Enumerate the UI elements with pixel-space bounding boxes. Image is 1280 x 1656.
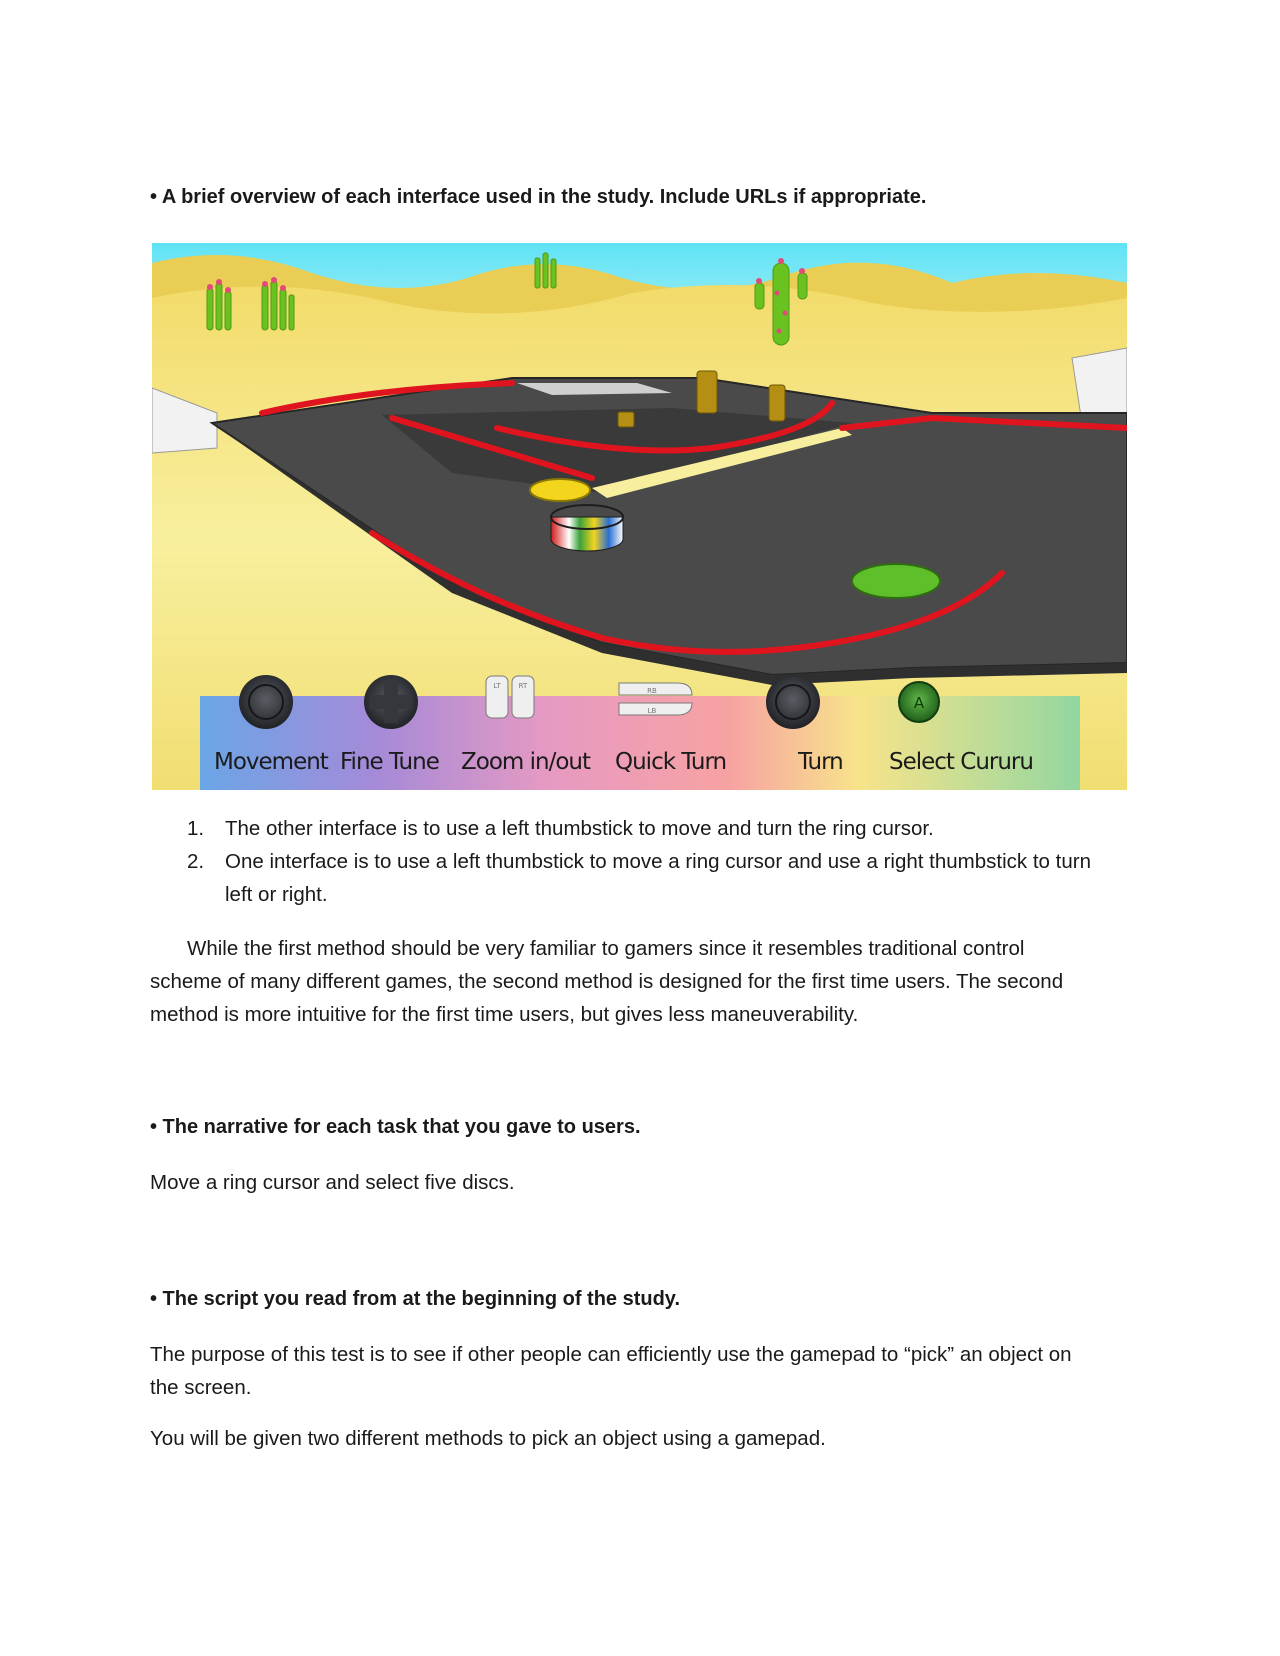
control-label-turn: Turn — [798, 749, 843, 775]
control-label-select: Select Cururu — [889, 749, 1033, 775]
paragraph-line: While the first method should be very familiar to gamers since it resembles traditional control — [187, 937, 1025, 960]
right-thumbstick-icon — [766, 675, 820, 729]
a-button-label: A — [913, 694, 925, 712]
script-heading: • The script you read from at the beginning of the study. — [150, 1288, 680, 1310]
paragraph-line: The purpose of this test is to see if other people can efficiently use the gamepad to “pick” an object on — [150, 1343, 1072, 1366]
overview-heading: • A brief overview of each interface used in the study. Include URLs if appropriate. — [150, 186, 927, 208]
control-label-movement: Movement — [214, 749, 328, 775]
paragraph-line: method is more intuitive for the first time users, but gives less maneuverability. — [150, 1003, 859, 1026]
list-text: One interface is to use a left thumbstick to move a ring cursor and use a right thumbstick to turn — [225, 850, 1091, 873]
control-label-zoom: Zoom in/out — [461, 749, 590, 775]
paragraph-line: scheme of many different games, the second method is designed for the first time users. The second — [150, 970, 1064, 993]
game-screenshot — [152, 243, 1127, 790]
trigger-label: LT — [493, 682, 501, 690]
yellow-disc — [530, 479, 590, 501]
paragraph-line: You will be given two different methods to pick an object using a gamepad. — [150, 1427, 826, 1450]
list-item — [0, 845, 1280, 911]
a-button-icon — [899, 682, 939, 722]
list-number: 2. — [187, 850, 205, 873]
list-text: left or right. — [225, 883, 328, 906]
bumper-label: LB — [647, 707, 657, 715]
paragraph-line: the screen. — [150, 1376, 252, 1399]
bumper-label: RB — [647, 687, 657, 695]
list-text: The other interface is to use a left thumbstick to move and turn the ring cursor. — [225, 817, 934, 840]
list-item — [0, 812, 1280, 845]
left-thumbstick-icon — [239, 675, 293, 729]
dpad-icon — [364, 675, 418, 729]
narrative-heading: • The narrative for each task that you gave to users. — [150, 1116, 641, 1138]
narrative-text: Move a ring cursor and select five discs. — [150, 1171, 515, 1194]
game-scene — [152, 243, 1127, 790]
control-label-quick-turn: Quick Turn — [615, 749, 727, 775]
trigger-label: RT — [518, 682, 528, 690]
control-label-fine-tune: Fine Tune — [340, 749, 439, 775]
green-disc — [852, 564, 940, 598]
list-number: 1. — [187, 817, 205, 840]
